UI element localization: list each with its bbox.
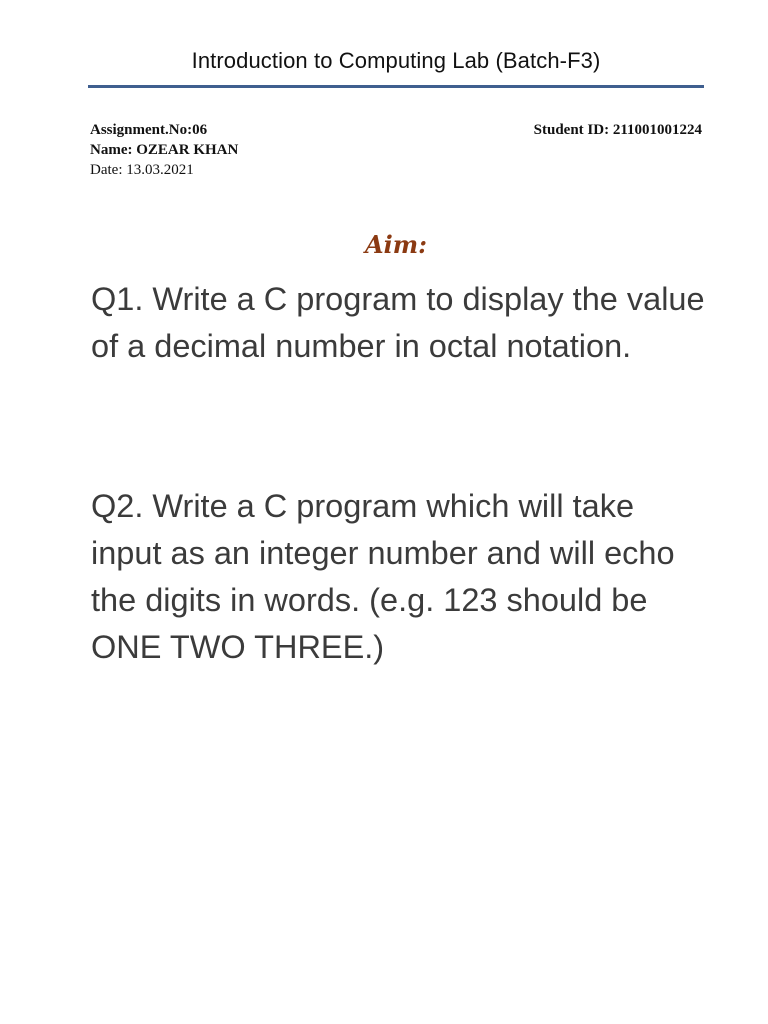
student-info-block xyxy=(90,120,238,180)
header-divider xyxy=(88,85,704,88)
aim-heading: Aim: xyxy=(365,230,427,259)
assignment-number: Assignment.No:06 xyxy=(90,122,208,138)
question-1: Q1. Write a C program to display the value of a decimal number in octal notation. xyxy=(91,281,705,364)
question-2: Q2. Write a C program which will take input as an integer number and will echo the digits in words. (e.g. 123 should be ONE TWO THREE.) xyxy=(91,488,675,665)
student-name: Name: OZEAR KHAN xyxy=(90,142,239,158)
student-id: Student ID: 211001001224 xyxy=(533,122,702,138)
page-title: Introduction to Computing Lab (Batch-F3) xyxy=(191,48,601,73)
assignment-date: Date: 13.03.2021 xyxy=(90,162,194,178)
